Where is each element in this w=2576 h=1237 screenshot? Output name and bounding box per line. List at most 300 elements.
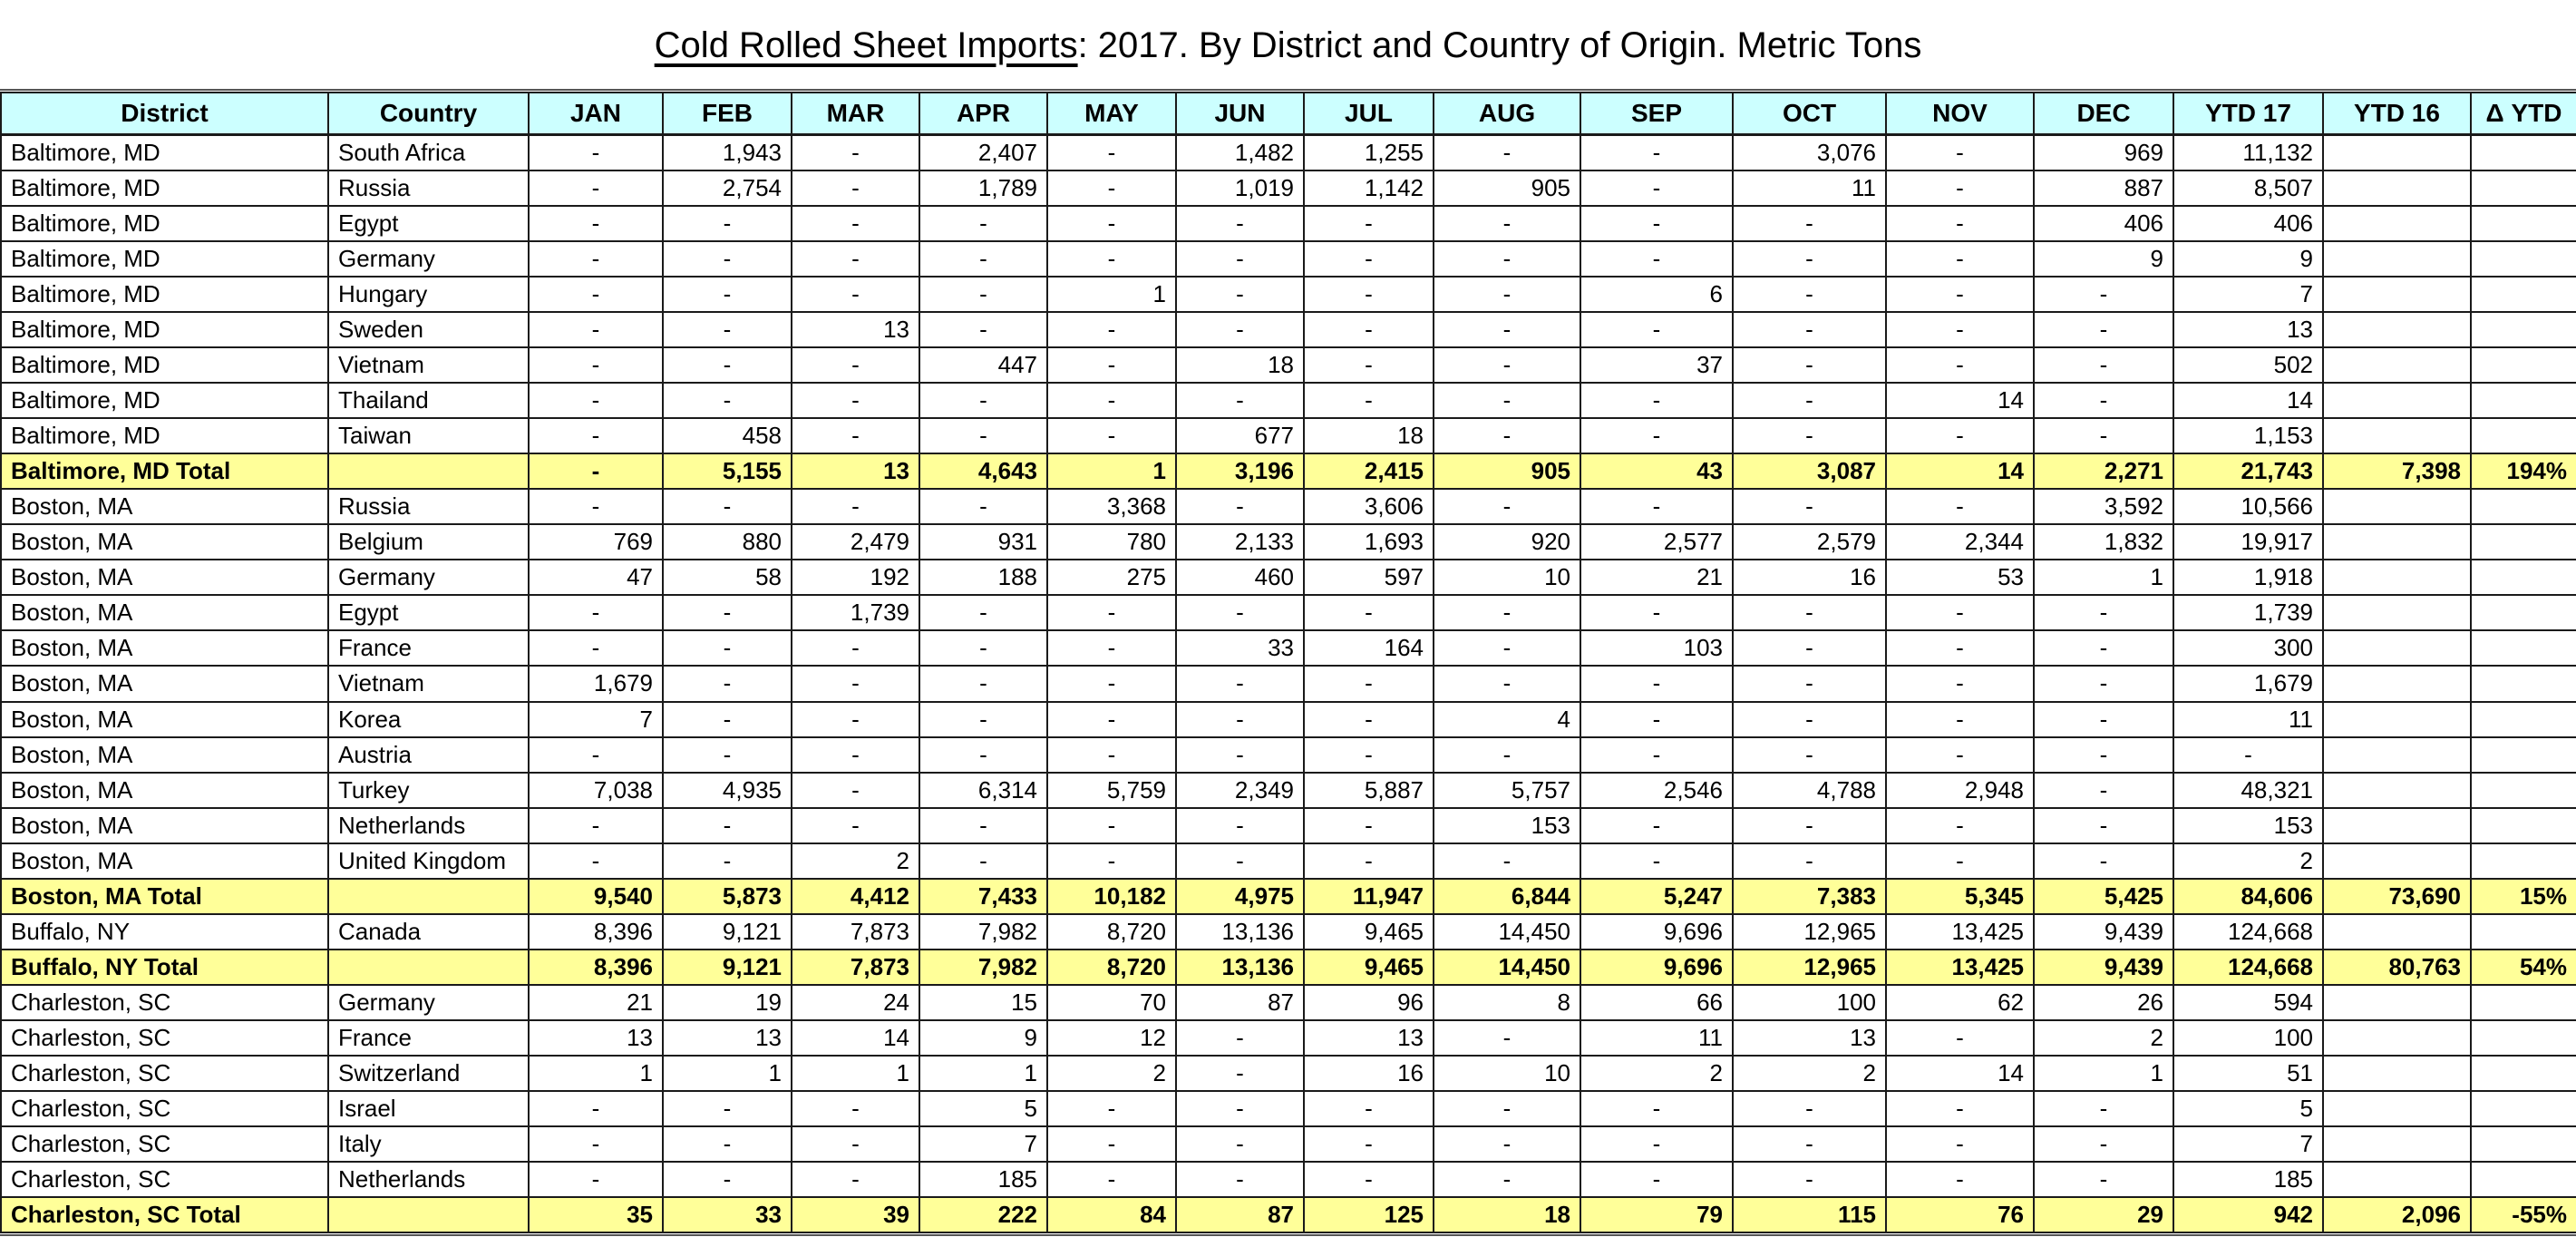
cell-value[interactable]: - [919, 595, 1047, 630]
cell-value[interactable]: 5,425 [2034, 879, 2173, 914]
cell-value[interactable]: - [2034, 630, 2173, 666]
column-header-feb[interactable]: FEB [663, 93, 792, 135]
cell-value[interactable]: - [2034, 1091, 2173, 1126]
cell-value[interactable]: - [1580, 206, 1733, 241]
cell-district[interactable]: Baltimore, MD [1, 383, 328, 418]
cell-district[interactable]: Baltimore, MD [1, 241, 328, 277]
cell-value[interactable]: - [919, 383, 1047, 418]
cell-value[interactable]: - [1047, 843, 1176, 879]
cell-value[interactable]: 87 [1176, 1197, 1304, 1232]
cell-district[interactable]: Charleston, SC [1, 985, 328, 1020]
cell-value[interactable]: - [663, 666, 792, 701]
cell-value[interactable]: - [1886, 808, 2034, 843]
cell-value[interactable]: 2,577 [1580, 524, 1733, 560]
cell-value[interactable]: 1,918 [2173, 560, 2323, 595]
cell-value[interactable]: 1,482 [1176, 135, 1304, 171]
cell-value[interactable]: - [1434, 312, 1580, 347]
cell-value[interactable]: 4,788 [1733, 773, 1886, 808]
cell-district[interactable]: Boston, MA [1, 808, 328, 843]
cell-value[interactable]: - [1580, 737, 1733, 773]
cell-value[interactable]: 10,182 [1047, 879, 1176, 914]
cell-value[interactable]: 7 [919, 1126, 1047, 1162]
cell-value[interactable]: - [1886, 595, 2034, 630]
cell-district[interactable]: Baltimore, MD [1, 347, 328, 383]
cell-value[interactable]: - [919, 489, 1047, 524]
cell-value[interactable]: 124,668 [2173, 950, 2323, 985]
cell-value[interactable]: 12,965 [1733, 950, 1886, 985]
cell-district[interactable]: Baltimore, MD [1, 277, 328, 312]
cell-value[interactable]: 8,720 [1047, 950, 1176, 985]
cell-value[interactable] [2323, 737, 2471, 773]
cell-value[interactable]: - [663, 1126, 792, 1162]
cell-value[interactable]: 18 [1434, 1197, 1580, 1232]
cell-district[interactable]: Boston, MA [1, 737, 328, 773]
cell-value[interactable]: 2 [1580, 1056, 1733, 1091]
cell-value[interactable]: 406 [2034, 206, 2173, 241]
cell-value[interactable]: 5,155 [663, 453, 792, 489]
cell-value[interactable]: 14,450 [1434, 914, 1580, 950]
cell-value[interactable]: - [2034, 1126, 2173, 1162]
cell-value[interactable]: - [1733, 737, 1886, 773]
cell-value[interactable]: - [1434, 383, 1580, 418]
cell-value[interactable]: - [1886, 241, 2034, 277]
cell-value[interactable]: 406 [2173, 206, 2323, 241]
column-header-oct[interactable]: OCT [1733, 93, 1886, 135]
cell-value[interactable] [2323, 1091, 2471, 1126]
cell-value[interactable]: 2,349 [1176, 773, 1304, 808]
cell-value[interactable]: 87 [1176, 985, 1304, 1020]
cell-value[interactable]: - [663, 383, 792, 418]
cell-value[interactable] [2323, 1126, 2471, 1162]
cell-value[interactable]: 10,566 [2173, 489, 2323, 524]
cell-value[interactable]: - [1434, 241, 1580, 277]
cell-value[interactable]: 5,873 [663, 879, 792, 914]
cell-value[interactable]: 2,579 [1733, 524, 1886, 560]
cell-value[interactable]: 969 [2034, 135, 2173, 171]
cell-value[interactable]: - [529, 206, 663, 241]
cell-value[interactable]: - [663, 312, 792, 347]
cell-value[interactable]: - [792, 630, 919, 666]
cell-district[interactable]: Charleston, SC [1, 1091, 328, 1126]
cell-value[interactable]: - [1176, 1126, 1304, 1162]
cell-value[interactable]: 942 [2173, 1197, 2323, 1232]
cell-value[interactable]: - [663, 241, 792, 277]
cell-value[interactable] [2323, 277, 2471, 312]
cell-value[interactable]: - [529, 347, 663, 383]
cell-value[interactable] [2471, 560, 2576, 595]
cell-value[interactable]: - [1886, 312, 2034, 347]
cell-value[interactable]: 3,592 [2034, 489, 2173, 524]
cell-value[interactable]: 79 [1580, 1197, 1733, 1232]
cell-country[interactable]: Egypt [328, 206, 529, 241]
cell-value[interactable]: 115 [1733, 1197, 1886, 1232]
cell-value[interactable]: 1,789 [919, 170, 1047, 206]
cell-value[interactable]: 677 [1176, 418, 1304, 453]
cell-district[interactable]: Baltimore, MD [1, 312, 328, 347]
column-header-may[interactable]: MAY [1047, 93, 1176, 135]
cell-value[interactable]: - [1047, 666, 1176, 701]
cell-value[interactable]: 502 [2173, 347, 2323, 383]
cell-value[interactable]: 14 [1886, 453, 2034, 489]
cell-value[interactable]: 1 [919, 1056, 1047, 1091]
cell-district[interactable]: Baltimore, MD [1, 135, 328, 171]
cell-value[interactable] [2471, 312, 2576, 347]
cell-value[interactable]: 11,947 [1304, 879, 1434, 914]
cell-value[interactable]: 9 [919, 1020, 1047, 1056]
cell-value[interactable]: 9,465 [1304, 950, 1434, 985]
cell-value[interactable]: - [1176, 277, 1304, 312]
cell-value[interactable]: 905 [1434, 170, 1580, 206]
cell-value[interactable]: - [792, 1126, 919, 1162]
cell-country[interactable]: Switzerland [328, 1056, 529, 1091]
cell-value[interactable] [2323, 808, 2471, 843]
cell-value[interactable]: - [1304, 737, 1434, 773]
cell-value[interactable] [2471, 737, 2576, 773]
cell-value[interactable]: 26 [2034, 985, 2173, 1020]
cell-value[interactable]: - [792, 666, 919, 701]
cell-value[interactable]: - [529, 630, 663, 666]
cell-value[interactable]: 3,076 [1733, 135, 1886, 171]
cell-value[interactable]: - [792, 737, 919, 773]
cell-value[interactable]: 194% [2471, 453, 2576, 489]
cell-value[interactable]: - [2034, 418, 2173, 453]
cell-value[interactable]: - [1886, 1162, 2034, 1197]
cell-value[interactable]: 70 [1047, 985, 1176, 1020]
cell-value[interactable]: - [1886, 489, 2034, 524]
cell-value[interactable]: - [1047, 347, 1176, 383]
cell-value[interactable]: 188 [919, 560, 1047, 595]
cell-value[interactable]: 7,982 [919, 914, 1047, 950]
cell-value[interactable]: - [1176, 383, 1304, 418]
cell-value[interactable] [2471, 1056, 2576, 1091]
cell-value[interactable]: 2,754 [663, 170, 792, 206]
cell-value[interactable]: 33 [1176, 630, 1304, 666]
cell-country[interactable]: Netherlands [328, 808, 529, 843]
cell-value[interactable]: - [2034, 312, 2173, 347]
cell-value[interactable]: - [2034, 666, 2173, 701]
column-header-jan[interactable]: JAN [529, 93, 663, 135]
cell-value[interactable]: 54% [2471, 950, 2576, 985]
cell-value[interactable]: 7,383 [1733, 879, 1886, 914]
cell-value[interactable]: 7,398 [2323, 453, 2471, 489]
cell-value[interactable]: - [529, 241, 663, 277]
cell-district[interactable]: Baltimore, MD Total [1, 453, 328, 489]
cell-value[interactable]: 21 [1580, 560, 1733, 595]
cell-value[interactable]: - [1047, 312, 1176, 347]
cell-country[interactable]: Egypt [328, 595, 529, 630]
cell-country[interactable]: Thailand [328, 383, 529, 418]
cell-value[interactable]: 13 [792, 312, 919, 347]
cell-value[interactable]: 769 [529, 524, 663, 560]
cell-value[interactable] [2471, 630, 2576, 666]
cell-value[interactable]: 37 [1580, 347, 1733, 383]
cell-value[interactable]: - [1304, 808, 1434, 843]
cell-value[interactable]: - [792, 418, 919, 453]
cell-value[interactable]: 3,368 [1047, 489, 1176, 524]
cell-value[interactable] [2323, 1056, 2471, 1091]
cell-value[interactable]: 2,271 [2034, 453, 2173, 489]
cell-value[interactable]: 5,345 [1886, 879, 2034, 914]
cell-value[interactable]: - [2034, 808, 2173, 843]
cell-value[interactable]: 2,415 [1304, 453, 1434, 489]
cell-value[interactable]: 9,696 [1580, 950, 1733, 985]
cell-value[interactable]: - [919, 206, 1047, 241]
cell-value[interactable]: - [1886, 1020, 2034, 1056]
cell-value[interactable]: - [663, 489, 792, 524]
cell-district[interactable]: Baltimore, MD [1, 170, 328, 206]
cell-value[interactable]: 6 [1580, 277, 1733, 312]
cell-value[interactable]: 7,982 [919, 950, 1047, 985]
cell-value[interactable]: 1,739 [792, 595, 919, 630]
cell-country[interactable]: France [328, 630, 529, 666]
cell-value[interactable]: - [1733, 277, 1886, 312]
cell-value[interactable] [2471, 702, 2576, 737]
cell-value[interactable] [2471, 170, 2576, 206]
cell-value[interactable]: 1 [2034, 560, 2173, 595]
cell-value[interactable]: - [1047, 1162, 1176, 1197]
cell-value[interactable]: 14 [1886, 1056, 2034, 1091]
cell-value[interactable] [2323, 666, 2471, 701]
cell-value[interactable]: -55% [2471, 1197, 2576, 1232]
cell-value[interactable]: 73,690 [2323, 879, 2471, 914]
cell-value[interactable]: 13,136 [1176, 914, 1304, 950]
cell-value[interactable]: - [1047, 1126, 1176, 1162]
cell-district[interactable]: Boston, MA [1, 560, 328, 595]
cell-country[interactable]: Austria [328, 737, 529, 773]
cell-value[interactable] [2471, 489, 2576, 524]
cell-value[interactable]: 3,087 [1733, 453, 1886, 489]
cell-value[interactable]: - [1886, 737, 2034, 773]
cell-country[interactable]: Hungary [328, 277, 529, 312]
cell-value[interactable]: 103 [1580, 630, 1733, 666]
cell-value[interactable]: 9 [2034, 241, 2173, 277]
cell-value[interactable]: 9,540 [529, 879, 663, 914]
cell-value[interactable]: - [529, 418, 663, 453]
cell-value[interactable]: - [1580, 135, 1733, 171]
cell-value[interactable]: - [2034, 843, 2173, 879]
cell-value[interactable]: - [529, 808, 663, 843]
cell-value[interactable]: 192 [792, 560, 919, 595]
cell-value[interactable]: - [1580, 489, 1733, 524]
cell-value[interactable]: - [1176, 595, 1304, 630]
cell-district[interactable]: Boston, MA [1, 773, 328, 808]
cell-district[interactable]: Charleston, SC [1, 1126, 328, 1162]
cell-value[interactable]: 4,412 [792, 879, 919, 914]
cell-value[interactable]: 84,606 [2173, 879, 2323, 914]
cell-value[interactable] [2471, 914, 2576, 950]
cell-value[interactable]: - [2034, 737, 2173, 773]
cell-value[interactable]: - [919, 808, 1047, 843]
cell-country[interactable] [328, 879, 529, 914]
cell-value[interactable]: - [1886, 277, 2034, 312]
cell-value[interactable]: 9,121 [663, 950, 792, 985]
cell-value[interactable]: 100 [2173, 1020, 2323, 1056]
cell-value[interactable]: - [1580, 312, 1733, 347]
cell-district[interactable]: Baltimore, MD [1, 206, 328, 241]
cell-value[interactable]: - [1047, 702, 1176, 737]
cell-value[interactable]: 29 [2034, 1197, 2173, 1232]
cell-district[interactable]: Boston, MA [1, 702, 328, 737]
cell-value[interactable]: 7,433 [919, 879, 1047, 914]
cell-value[interactable] [2323, 347, 2471, 383]
cell-value[interactable]: - [1434, 206, 1580, 241]
cell-value[interactable]: - [792, 170, 919, 206]
cell-country[interactable] [328, 453, 529, 489]
cell-country[interactable]: Vietnam [328, 347, 529, 383]
cell-value[interactable]: 458 [663, 418, 792, 453]
cell-value[interactable]: - [1047, 1091, 1176, 1126]
cell-value[interactable]: 2 [2034, 1020, 2173, 1056]
cell-value[interactable]: - [1580, 595, 1733, 630]
cell-value[interactable]: - [792, 1162, 919, 1197]
cell-value[interactable]: - [1434, 1126, 1580, 1162]
cell-value[interactable]: 153 [1434, 808, 1580, 843]
cell-value[interactable]: 7,038 [529, 773, 663, 808]
cell-value[interactable]: 2 [1733, 1056, 1886, 1091]
cell-value[interactable]: - [663, 595, 792, 630]
cell-value[interactable]: - [2034, 383, 2173, 418]
cell-value[interactable]: - [1176, 1091, 1304, 1126]
cell-country[interactable]: Germany [328, 560, 529, 595]
column-header-dec[interactable]: DEC [2034, 93, 2173, 135]
cell-value[interactable]: - [1886, 1091, 2034, 1126]
cell-value[interactable]: - [1580, 170, 1733, 206]
cell-value[interactable] [2323, 170, 2471, 206]
cell-value[interactable]: - [1733, 666, 1886, 701]
cell-value[interactable]: - [2034, 347, 2173, 383]
cell-value[interactable]: - [1733, 206, 1886, 241]
cell-value[interactable]: 275 [1047, 560, 1176, 595]
cell-value[interactable] [2471, 666, 2576, 701]
cell-value[interactable]: 19 [663, 985, 792, 1020]
cell-value[interactable]: 7 [2173, 1126, 2323, 1162]
cell-value[interactable]: - [919, 666, 1047, 701]
cell-value[interactable]: - [1047, 808, 1176, 843]
cell-value[interactable]: - [792, 135, 919, 171]
cell-value[interactable]: 13 [1733, 1020, 1886, 1056]
cell-value[interactable]: - [1176, 702, 1304, 737]
cell-value[interactable]: - [529, 383, 663, 418]
cell-value[interactable]: - [663, 1091, 792, 1126]
cell-value[interactable]: - [919, 241, 1047, 277]
cell-value[interactable]: 5,887 [1304, 773, 1434, 808]
cell-value[interactable]: - [792, 347, 919, 383]
cell-value[interactable]: 1 [663, 1056, 792, 1091]
cell-value[interactable]: 11 [1580, 1020, 1733, 1056]
cell-value[interactable]: - [1580, 1162, 1733, 1197]
column-header-nov[interactable]: NOV [1886, 93, 2034, 135]
cell-value[interactable]: - [1733, 383, 1886, 418]
cell-value[interactable] [2323, 135, 2471, 171]
cell-value[interactable]: 2,133 [1176, 524, 1304, 560]
cell-value[interactable]: - [1434, 1162, 1580, 1197]
cell-value[interactable] [2323, 241, 2471, 277]
cell-district[interactable]: Boston, MA [1, 595, 328, 630]
cell-value[interactable]: 24 [792, 985, 919, 1020]
cell-district[interactable]: Charleston, SC Total [1, 1197, 328, 1232]
cell-value[interactable]: 1,679 [2173, 666, 2323, 701]
cell-value[interactable]: 16 [1304, 1056, 1434, 1091]
cell-value[interactable]: - [919, 843, 1047, 879]
cell-value[interactable]: 84 [1047, 1197, 1176, 1232]
cell-value[interactable]: - [1886, 666, 2034, 701]
cell-value[interactable]: - [792, 1091, 919, 1126]
cell-value[interactable]: 6,844 [1434, 879, 1580, 914]
cell-value[interactable]: 13 [1304, 1020, 1434, 1056]
cell-value[interactable]: - [1733, 1162, 1886, 1197]
cell-value[interactable]: - [663, 808, 792, 843]
cell-value[interactable]: - [1733, 418, 1886, 453]
cell-value[interactable]: 47 [529, 560, 663, 595]
cell-value[interactable]: - [1886, 418, 2034, 453]
cell-value[interactable]: 2 [792, 843, 919, 879]
cell-value[interactable]: 13 [663, 1020, 792, 1056]
cell-value[interactable]: 19,917 [2173, 524, 2323, 560]
cell-value[interactable]: - [1733, 595, 1886, 630]
cell-value[interactable]: 14,450 [1434, 950, 1580, 985]
cell-value[interactable]: - [1886, 1126, 2034, 1162]
cell-value[interactable]: - [663, 843, 792, 879]
cell-value[interactable]: 16 [1733, 560, 1886, 595]
cell-district[interactable]: Buffalo, NY Total [1, 950, 328, 985]
column-header-ytd-16[interactable]: YTD 16 [2323, 93, 2471, 135]
cell-district[interactable]: Boston, MA [1, 666, 328, 701]
cell-value[interactable]: - [1733, 630, 1886, 666]
cell-value[interactable]: - [1434, 595, 1580, 630]
cell-value[interactable]: 12 [1047, 1020, 1176, 1056]
cell-value[interactable]: - [1580, 1091, 1733, 1126]
cell-value[interactable]: 1,019 [1176, 170, 1304, 206]
cell-value[interactable]: - [1176, 241, 1304, 277]
cell-value[interactable] [2323, 206, 2471, 241]
cell-value[interactable]: - [1580, 702, 1733, 737]
cell-country[interactable]: Russia [328, 489, 529, 524]
cell-value[interactable]: - [1304, 312, 1434, 347]
cell-value[interactable]: 96 [1304, 985, 1434, 1020]
cell-value[interactable]: 53 [1886, 560, 2034, 595]
cell-value[interactable]: 905 [1434, 453, 1580, 489]
cell-value[interactable]: 2,546 [1580, 773, 1733, 808]
cell-value[interactable] [2323, 914, 2471, 950]
cell-value[interactable]: - [529, 595, 663, 630]
cell-value[interactable]: 13 [529, 1020, 663, 1056]
cell-value[interactable]: 920 [1434, 524, 1580, 560]
cell-country[interactable]: Turkey [328, 773, 529, 808]
cell-value[interactable]: 9,465 [1304, 914, 1434, 950]
cell-value[interactable]: 33 [663, 1197, 792, 1232]
cell-value[interactable]: 4 [1434, 702, 1580, 737]
cell-value[interactable]: - [1176, 737, 1304, 773]
cell-value[interactable]: 222 [919, 1197, 1047, 1232]
cell-value[interactable]: - [1047, 737, 1176, 773]
cell-value[interactable]: - [1886, 702, 2034, 737]
cell-value[interactable] [2471, 383, 2576, 418]
column-header-jul[interactable]: JUL [1304, 93, 1434, 135]
cell-value[interactable]: 13,425 [1886, 950, 2034, 985]
cell-value[interactable]: - [663, 206, 792, 241]
cell-value[interactable]: 597 [1304, 560, 1434, 595]
cell-value[interactable] [2323, 702, 2471, 737]
cell-value[interactable]: - [2173, 737, 2323, 773]
cell-value[interactable]: 5 [919, 1091, 1047, 1126]
cell-value[interactable]: - [1304, 1091, 1434, 1126]
cell-value[interactable] [2323, 630, 2471, 666]
cell-value[interactable]: - [1434, 737, 1580, 773]
cell-value[interactable]: 5,759 [1047, 773, 1176, 808]
cell-value[interactable]: 7 [2173, 277, 2323, 312]
cell-value[interactable] [2471, 347, 2576, 383]
cell-value[interactable] [2471, 985, 2576, 1020]
